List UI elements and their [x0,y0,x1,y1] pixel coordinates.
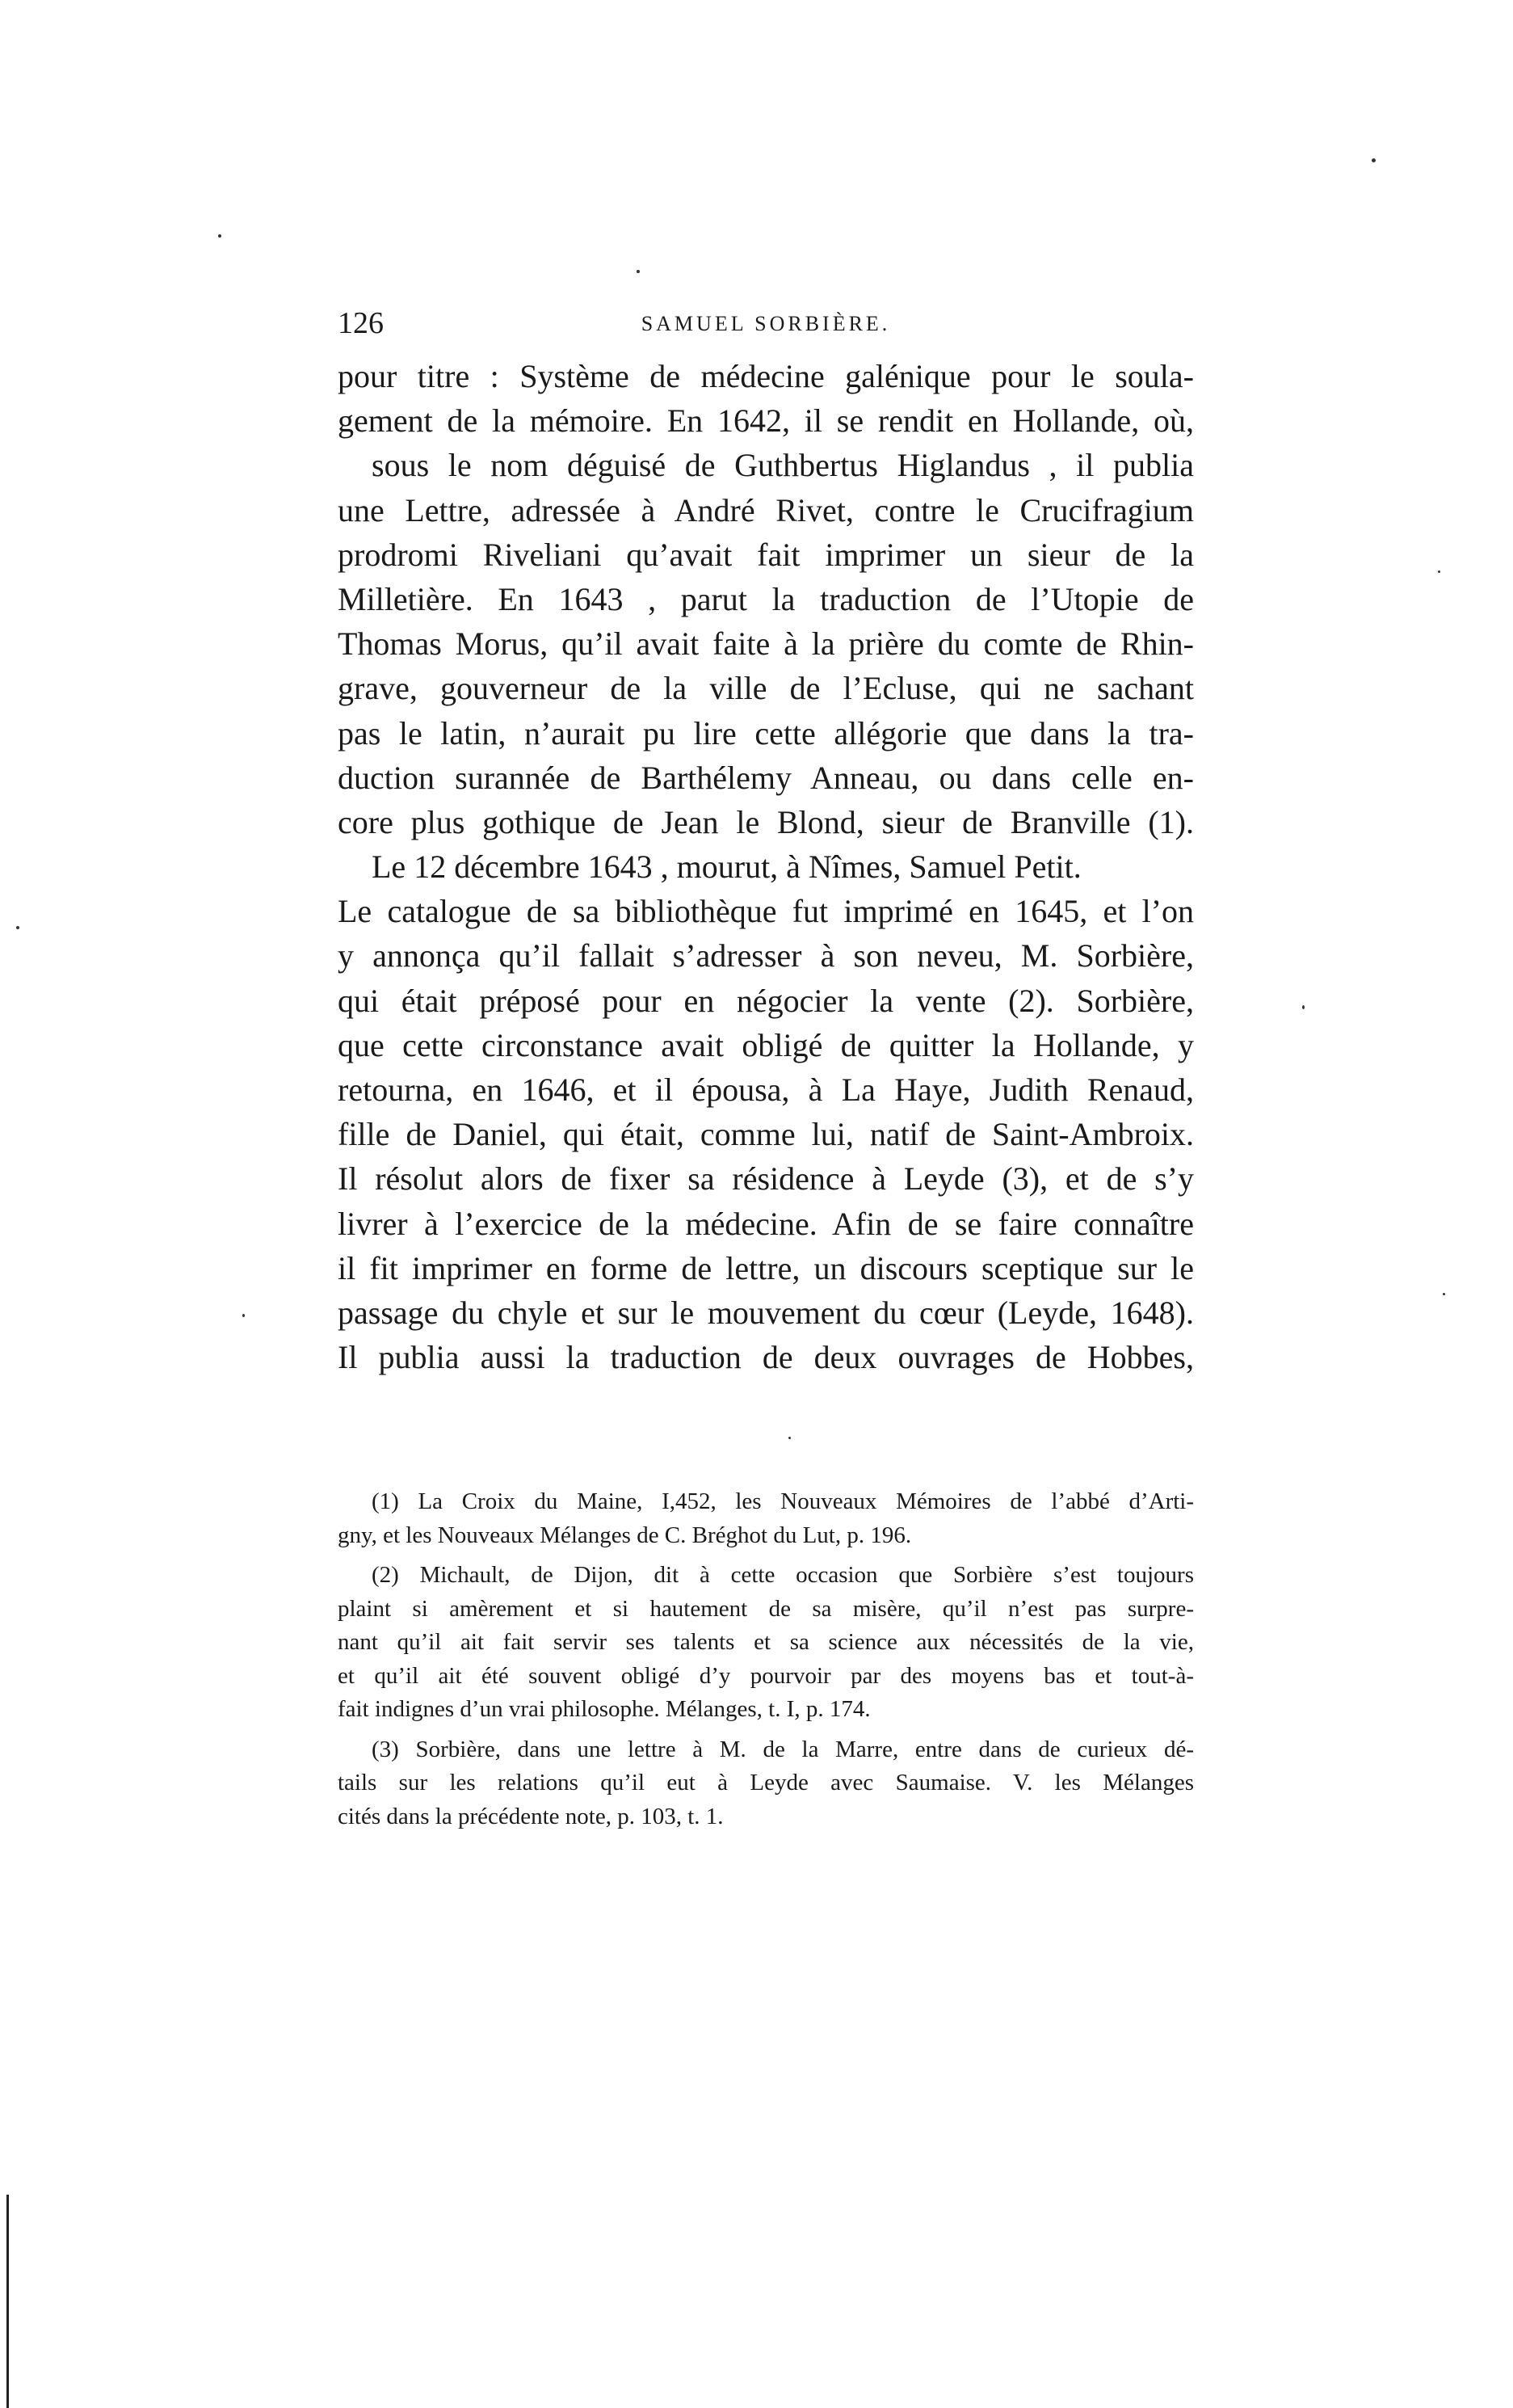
text-line: il fit imprimer en forme de lettre, un discours sceptique sur le [338,1249,1194,1286]
text-line: retourna, en 1646, et il épousa, à La Haye, Judith Renaud, [338,1071,1194,1108]
text-line: Il publia aussi la traduction de deux ouvrages de Hobbes, [338,1339,1194,1376]
text-line: livrer à l’exercice de la médecine. Afin de se faire connaître [338,1205,1194,1242]
text-line: une Lettre, adressée à André Rivet, contre le Crucifragium [338,491,1194,528]
footnote-line: gny, et les Nouveaux Mélanges de C. Bréghot du Lut, p. 196. [338,1522,912,1548]
text-line: Le catalogue de sa bibliothèque fut imprimé en 1645, et l’on [338,893,1194,930]
footnote-line: tails sur les relations qu’il eut à Leyde avec Saumaise. V. les Mélanges [338,1770,1194,1795]
text-line: qui était préposé pour en négocier la vente (2). Sorbière, [338,982,1194,1019]
footnote-2 [338,1559,1194,1727]
scan-speck [1372,158,1376,162]
text-line: y annonça qu’il fallait s’adresser à son neveu, M. Sorbière, [338,937,1194,975]
footnote-line: et qu’il ait été souvent obligé d’y pourvoir par des moyens bas et tout-à- [338,1662,1194,1689]
footnote-line: cités dans la précédente note, p. 103, t. 1. [338,1803,724,1829]
text-line: pas le latin, n’aurait pu lire cette allégorie que dans la tra- [338,714,1194,751]
text-line: passage du chyle et sur le mouvement du cœur (Leyde, 1648). [338,1294,1194,1331]
scan-speck [1438,570,1440,573]
running-title: SAMUEL SORBIÈRE. [641,312,891,335]
scan-speck [1443,1293,1445,1295]
text-line: pour titre : Système de médecine galénique pour le soula- [338,358,1194,394]
text-line: Thomas Morus, qu’il avait faite à la prière du comte de Rhin- [338,625,1194,663]
text-line: grave, gouverneur de la ville de l’Ecluse, qui ne sachant [338,670,1194,707]
footnote-line: nant qu’il ait fait servir ses talents et sa science aux nécessités de la vie, [338,1629,1194,1655]
scan-speck [218,234,221,238]
text-line: core plus gothique de Jean le Blond, sieur de Branville (1). [338,803,1194,840]
text-line: que cette circonstance avait obligé de quitter la Hollande, y [338,1026,1194,1063]
footnote-1 [338,1485,1194,1552]
text-line: prodromi Riveliani qu’avait fait imprimer un sieur de la [338,536,1194,573]
text-line: gement de la mémoire. En 1642, il se rendit en Hollande, où, [338,402,1194,440]
page-edge-shadow [6,2195,9,2408]
footnote-line: (2) Michault, de Dijon, dit à cette occasion que Sorbière s’est toujours [372,1562,1194,1588]
text-line: fille de Daniel, qui était, comme lui, natif de Saint-Ambroix. [338,1116,1194,1153]
scan-speck [242,1314,245,1317]
scan-speck [16,926,19,929]
scan-speck [788,1437,791,1439]
footnote-3 [338,1733,1194,1834]
footnote-line: fait indignes d’un vrai philosophe. Mélanges, t. I, p. 174. [338,1696,871,1722]
footnotes [338,1485,1194,1840]
text-line: sous le nom déguisé de Guthbertus Higlandus , il publia [372,447,1194,484]
text-line: Le 12 décembre 1643 , mourut, à Nîmes, Samuel Petit. [372,848,1082,886]
text-line: Il résolut alors de fixer sa résidence à Leyde (3), et de s’y [338,1160,1194,1198]
main-text [338,354,1194,1379]
text-line: duction surannée de Barthélemy Anneau, ou dans celle en- [338,759,1194,796]
page-number: 126 [338,306,384,340]
scan-speck [1302,1005,1305,1009]
footnote-line: plaint si amèrement et si hautement de sa misère, qu’il n’est pas surpre- [338,1595,1194,1622]
footnote-line: (1) La Croix du Maine, I,452, les Nouveaux Mémoires de l’abbé d’Arti- [372,1488,1194,1514]
running-head [338,305,1194,346]
text-line: Milletière. En 1643 , parut la traduction de l’Utopie de [338,580,1194,617]
scan-speck [637,270,640,273]
footnote-line: (3) Sorbière, dans une lettre à M. de la Marre, entre dans de curieux dé- [372,1736,1194,1762]
